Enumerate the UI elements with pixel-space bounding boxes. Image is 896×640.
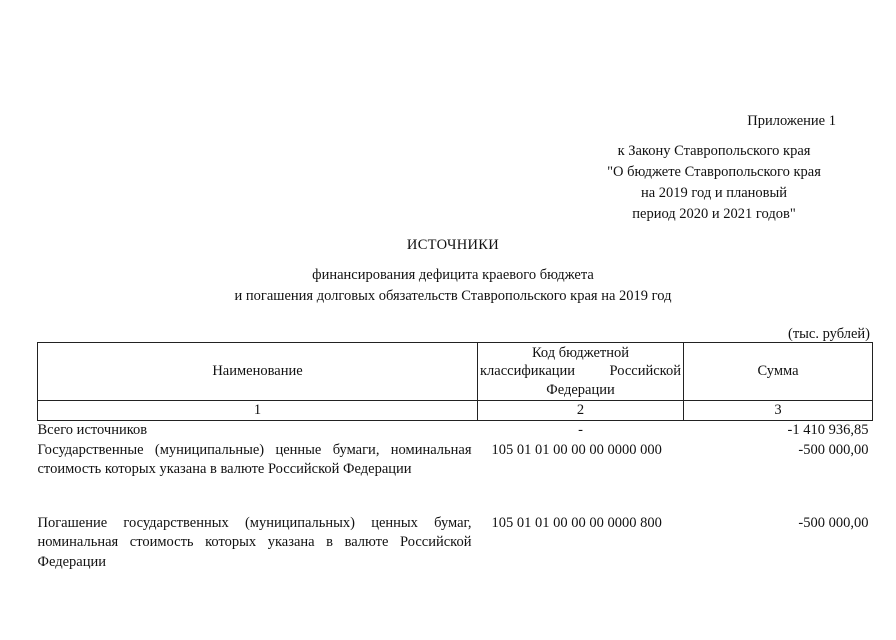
row-sum: -1 410 936,85: [787, 422, 869, 438]
header-code-line2: [480, 362, 681, 380]
header-code-line2b: Российской: [609, 363, 681, 380]
subtitle-line: и погашения долговых обязательств Ставропольского края на 2019 год: [234, 288, 672, 305]
law-reference-line: на 2019 год и плановый: [640, 185, 788, 202]
units-label: (тыс. рублей): [788, 326, 870, 342]
document-title: ИСТОЧНИКИ: [406, 237, 500, 253]
row-spacer: [38, 480, 873, 514]
law-reference-line: к Закону Ставропольского края: [617, 143, 811, 159]
table-row: [38, 421, 873, 441]
column-number: 2: [478, 401, 684, 421]
row-name: Погашение государственных (муниципальных) ценных бумаг, номинальная стоимость которых указана в валюте Российской Федерации: [37, 514, 472, 570]
sources-table: [37, 342, 873, 572]
row-code: -: [578, 422, 583, 438]
row-sum: -500 000,00: [798, 514, 869, 531]
row-name: Всего источников: [37, 422, 148, 438]
column-number: 1: [38, 401, 478, 421]
row-code: 105 01 01 00 00 00 0000 800: [491, 514, 662, 531]
header-name: Наименование: [38, 343, 478, 401]
column-number: 3: [684, 401, 873, 421]
law-reference-line: "О бюджете Ставропольского края: [607, 164, 821, 181]
header-code-line2a: классификации: [480, 363, 576, 380]
header-code-line3: Федерации: [546, 381, 615, 398]
row-name: Государственные (муниципальные) ценные бумаги, номинальная стоимость которых указана в валюте Российской Федерации: [37, 441, 472, 478]
law-reference-line: период 2020 и 2021 годов": [632, 206, 796, 223]
header-code: [478, 343, 684, 401]
subtitle-line: финансирования дефицита краевого бюджета: [312, 267, 594, 283]
row-code: 105 01 01 00 00 00 0000 000: [491, 441, 662, 458]
header-sum: Сумма: [684, 343, 873, 401]
table-row: [38, 514, 873, 573]
law-reference: [584, 141, 844, 225]
document-subtitle: [0, 265, 896, 307]
header-code-line1: Код бюджетной: [531, 345, 629, 362]
row-sum: -500 000,00: [798, 441, 869, 458]
table-row: [38, 441, 873, 480]
table-header-row: [38, 343, 873, 401]
appendix-label: Приложение 1: [747, 113, 836, 129]
column-number-row: [38, 401, 873, 421]
